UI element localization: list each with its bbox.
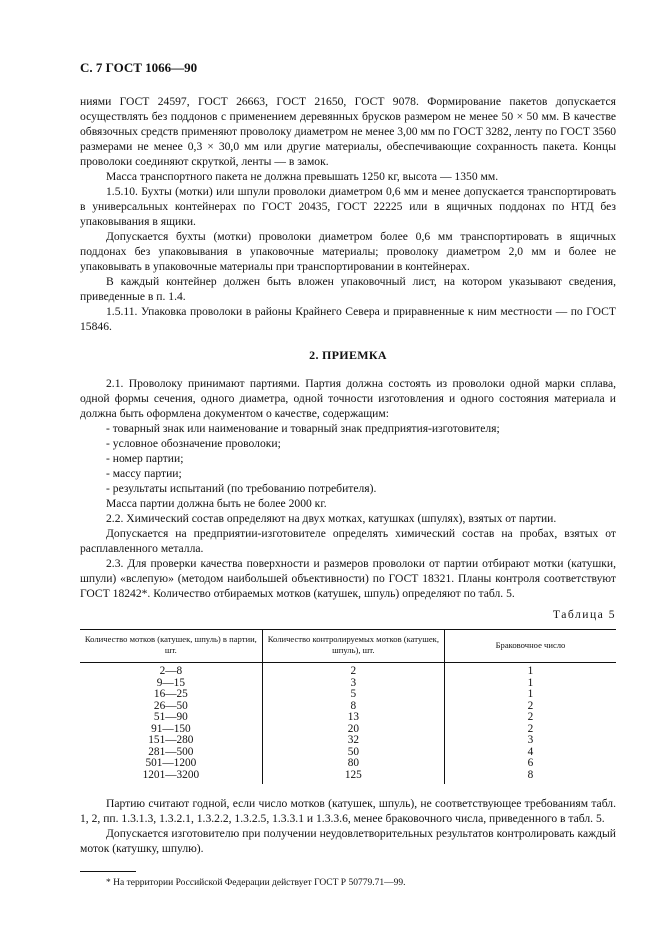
paragraph-acceptance-rule: Партию считают годной, если число мотков (катушек, шпуль), не соответствующее требованиям табл. 1, 2, пп. 1.3.1.3, 1.3.2.1, 1.3.2.2, 1.3.2.5, 1.3.3.1 и 1.3.3.6, менее браковочного числа, приведенного в табл. 5.: [80, 797, 616, 825]
table-row: [80, 689, 616, 701]
table-row: [80, 663, 616, 678]
table-cell: 13: [262, 712, 444, 724]
table-cell: 8: [444, 770, 616, 785]
table-header: Количество контролируемых мотков (катушек, шпуль), шт.: [262, 630, 444, 663]
paragraph-full-control: Допускается изготовителю при получении неудовлетворительных результатов контролировать каждый моток (катушку, шпулю).: [80, 827, 616, 855]
table-cell: 151—280: [148, 734, 194, 746]
page-header: С. 7 ГОСТ 1066—90: [80, 60, 198, 75]
table-cell: 20: [262, 724, 444, 736]
table-row: [80, 770, 616, 785]
document-contents-list: [80, 421, 616, 496]
table-cell: 1: [444, 663, 616, 678]
table-cell: 5: [262, 689, 444, 701]
list-item: - результаты испытаний (по требованию потребителя).: [80, 481, 616, 496]
list-item: - товарный знак или наименование и товарный знак предприятия-изготовителя;: [80, 421, 616, 436]
table-row: [80, 758, 616, 770]
paragraph-packaging-continued: ниями ГОСТ 24597, ГОСТ 26663, ГОСТ 21650, ГОСТ 9078. Формирование пакетов допускается осуществлять без поддонов с применением деревянных брусков размером не менее 50 × 50 мм. В качестве обвязочных средств применяют проволоку диаметром не менее 3,00 мм по ГОСТ 3282, ленту по ГОСТ 3560 размерами не менее 0,3 × 30,0 мм или другие материалы, обеспечивающие сохранность пакета. Концы проволоки соединяют скруткой, ленты — в замок.: [80, 95, 617, 168]
table-cell: 1: [444, 678, 616, 690]
table-row: [80, 735, 616, 747]
footnote: * На территории Российской Федерации действует ГОСТ Р 50779.71—99.: [106, 878, 406, 888]
table-cell: 1201—3200: [142, 768, 200, 781]
list-item: - номер партии;: [80, 451, 616, 466]
paragraph-packing-list: В каждый контейнер должен быть вложен упаковочный лист, на котором указывают сведения, приведенные в п. 1.4.: [80, 275, 616, 303]
paragraph-chemical-samples: Допускается на предприятии-изготовителе определять химический состав на пробах, взятых от расплавленного металла.: [80, 527, 616, 555]
paragraph-coils-transport: Допускается бухты (мотки) проволоки диаметром более 0,6 мм транспортировать в ящичных поддонах без упаковывания в упаковочные материалы; проволоку диаметром 2,0 мм и более не упаковывать в упаковочные материалы при транспортировании в контейнерах.: [80, 230, 616, 273]
table-cell: 80: [262, 758, 444, 770]
table-header: Браковочное число: [444, 630, 616, 663]
paragraph-package-mass: Масса транспортного пакета не должна превышать 1250 кг, высота — 1350 мм.: [106, 170, 499, 183]
table-cell: 2—8: [159, 665, 183, 677]
table-header: Количество мотков (катушек, шпуль) в партии, шт.: [80, 630, 262, 663]
table-cell: 4: [444, 747, 616, 759]
paragraph-1-5-10: 1.5.10. Бухты (мотки) или шпули проволоки диаметром 0,6 мм и менее допускается транспортировать в универсальных контейнерах по ГОСТ 20435, ГОСТ 22225 или в ящичных поддонах по НТД без упаковывания в ящики.: [80, 185, 616, 228]
list-item: - условное обозначение проволоки;: [80, 436, 616, 451]
table-cell: 2: [262, 663, 444, 678]
table-cell: 3: [262, 678, 444, 690]
table-cell: 281—500: [148, 745, 194, 758]
table-caption: Таблица 5: [552, 608, 616, 621]
sampling-table: [80, 629, 616, 784]
table-cell: 32: [262, 735, 444, 747]
table-cell: 91—150: [151, 722, 191, 735]
paragraph-1-5-11: 1.5.11. Упаковка проволоки в районы Крайнего Севера и приравненные к ним местности — по ГОСТ 15846.: [80, 305, 616, 333]
section-title: 2. ПРИЕМКА: [309, 348, 387, 362]
table-cell: 2: [444, 701, 616, 713]
table-cell: 8: [262, 701, 444, 713]
table-cell: 3: [444, 735, 616, 747]
table-cell: 2: [444, 724, 616, 736]
table-cell: 50: [262, 747, 444, 759]
footnote-divider: [80, 871, 136, 872]
table-cell: 51—90: [153, 711, 188, 723]
document-page: [80, 60, 616, 888]
table-row: [80, 712, 616, 724]
table-cell: 501—1200: [145, 757, 197, 769]
table-cell: 9—15: [156, 676, 185, 689]
table-cell: 125: [262, 770, 444, 785]
table-cell: 1: [444, 689, 616, 701]
table-cell: 6: [444, 758, 616, 770]
table-cell: 16—25: [153, 688, 188, 700]
paragraph-2-2: 2.2. Химический состав определяют на двух мотках, катушках (шпулях), взятых от партии.: [106, 512, 557, 525]
paragraph-lot-mass: Масса партии должна быть не более 2000 кг.: [106, 497, 327, 510]
table-cell: 26—50: [153, 699, 188, 712]
table-cell: 2: [444, 712, 616, 724]
paragraph-2-1: 2.1. Проволоку принимают партиями. Партия должна состоять из проволоки одной марки сплава, одной формы сечения, одного диаметра, одной точности изготовления и одного состояния материала и должна быть оформлена документом о качестве, содержащим:: [80, 377, 616, 420]
paragraph-2-3: 2.3. Для проверки качества поверхности и размеров проволоки от партии отбирают мотки (катушки, шпули) «вслепую» (методом наибольшей объективности) по ГОСТ 18321. Планы контроля соответствуют ГОСТ 18242*. Количество отбираемых мотков (катушек, шпуль) определяют по табл. 5.: [80, 557, 616, 600]
list-item: - массу партии;: [80, 466, 616, 481]
